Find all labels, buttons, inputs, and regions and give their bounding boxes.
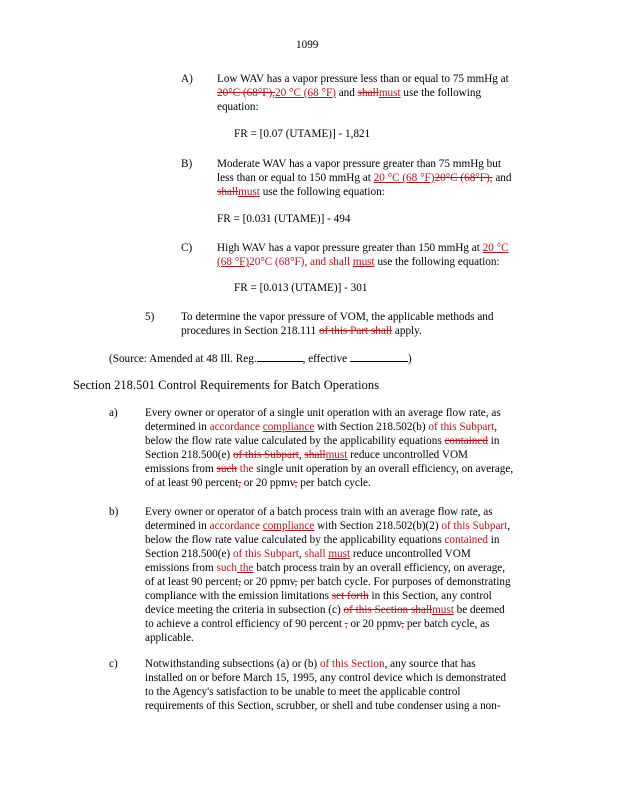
text: 20°C (68°F), and shall: [249, 256, 353, 268]
deleted-text: ,: [401, 618, 405, 630]
item-c-line2: [217, 255, 617, 269]
text: batch process train by an overall efficiency, on average,: [253, 562, 506, 574]
source-close: ): [407, 353, 412, 365]
inserted-text: must: [238, 186, 260, 198]
text: or 20 ppmv: [347, 618, 402, 630]
line: [145, 657, 565, 671]
item-5-text: [181, 310, 581, 338]
item-b-line3: [217, 185, 617, 199]
line: [145, 448, 565, 462]
text: per batch cycle. For purposes of demonstrating: [297, 576, 511, 588]
text: ,: [494, 421, 498, 433]
text: of at least 90 percent: [145, 477, 239, 489]
inserted-text: compliance: [262, 421, 315, 433]
text: of this Subpart: [428, 421, 495, 433]
item-a-line2: [217, 86, 617, 100]
deleted-text: ,: [238, 576, 241, 588]
text: Notwithstanding subsections (a) or (b): [145, 658, 320, 670]
text: determined in: [145, 520, 210, 532]
subsection-c-text: [145, 657, 565, 713]
item-c-text: [217, 241, 617, 269]
text: such: [216, 562, 237, 574]
line: [145, 533, 565, 547]
text: with Section 218.502(b): [314, 421, 429, 433]
text: Section 218.500(e): [145, 548, 233, 560]
text: of at least 90 percent: [145, 576, 239, 588]
line: Every owner or operator of a batch process train with an average flow rate, as: [145, 506, 493, 518]
subsection-a-text: [145, 406, 565, 490]
text: per batch cycle.: [297, 477, 371, 489]
text: , any source that has: [384, 658, 476, 670]
text: shall: [304, 548, 326, 560]
item-label-a: A): [181, 73, 193, 85]
subsection-label-c: c): [109, 658, 118, 670]
item-b-line2: [217, 171, 617, 185]
item-a-text: [217, 72, 617, 114]
text: contained: [444, 534, 488, 546]
item-b-line1: Moderate WAV has a vapor pressure greater than 75 mmHg but: [217, 158, 501, 170]
item-a-line1: Low WAV has a vapor pressure less than or equal to 75 mmHg at: [217, 73, 509, 85]
subsection-label-b: b): [109, 506, 119, 518]
text: use the following equation:: [259, 186, 385, 198]
text: ,: [298, 548, 305, 560]
text: of this Subpart: [441, 520, 508, 532]
line: [145, 476, 565, 490]
text: single unit operation by an overall efficiency, on average,: [253, 463, 514, 475]
text: emissions from: [145, 562, 217, 574]
deleted-text: contained: [444, 435, 488, 447]
text: accordance: [209, 421, 260, 433]
deleted-text: 20°C (68°F),: [434, 172, 493, 184]
text: ,: [507, 520, 511, 532]
text: below the flow rate value calculated by the applicability equations: [145, 534, 445, 546]
text: reduce uncontrolled VOM: [350, 548, 471, 560]
item-b-text: [217, 157, 617, 199]
line: [145, 617, 565, 631]
text: device meeting the criteria in subsection (c): [145, 604, 344, 616]
source-note: [109, 351, 412, 366]
text: to achieve a control efficiency of 90 percent: [145, 618, 345, 630]
line: installed on or before March 15, 1995, any control device which is demonstrated: [145, 672, 507, 684]
text: procedures in Section 218.111: [181, 325, 320, 337]
subsection-b-text: [145, 505, 565, 645]
text: or 20 ppmv: [240, 477, 295, 489]
text: per batch cycle, as: [404, 618, 490, 630]
line: [145, 462, 565, 476]
text: of this Subpart: [232, 548, 299, 560]
text: apply.: [392, 325, 422, 337]
line: [145, 575, 565, 589]
text: High WAV has a vapor pressure greater than 150 mmHg at: [217, 242, 483, 254]
text: Section 218.500(e): [145, 449, 233, 461]
item-a-line3: equation:: [217, 101, 259, 113]
text: accordance: [209, 520, 260, 532]
deleted-text: shall: [357, 87, 379, 99]
deleted-text: ,: [294, 477, 298, 489]
text: and: [492, 172, 512, 184]
inserted-text: must: [325, 449, 348, 461]
text: in: [487, 534, 500, 546]
text: emissions from: [145, 463, 217, 475]
text: the: [237, 463, 254, 475]
line: [145, 547, 565, 561]
item-5-line1: To determine the vapor pressure of VOM, the applicable methods and: [181, 311, 494, 323]
inserted-text: (68 °F): [217, 256, 250, 268]
text: or 20 ppmv: [240, 576, 295, 588]
subsection-label-a: a): [109, 407, 118, 419]
inserted-text: must: [432, 604, 454, 616]
inserted-text: compliance: [262, 520, 315, 532]
source-text: (Source: Amended at 48 Ill. Reg.: [109, 353, 257, 365]
inserted-text: 20 °C (68 °F): [275, 87, 336, 99]
text: in: [487, 435, 500, 447]
text: in this Section, any control: [368, 590, 492, 602]
item-c-line1: [217, 241, 617, 255]
deleted-text: of this Subpart: [232, 449, 299, 461]
line: [145, 420, 565, 434]
equation-c: FR = [0.013 (UTAME)] - 301: [234, 282, 368, 294]
text: reduce uncontrolled VOM: [347, 449, 468, 461]
text: compliance with the emission limitations: [145, 590, 332, 602]
inserted-text: the: [237, 562, 254, 574]
line: Every owner or operator of a single unit operation with an average flow rate, as: [145, 407, 501, 419]
line: to the Agency's satisfaction to be unable to meet the applicable control: [145, 686, 461, 698]
text: use the following equation:: [374, 256, 500, 268]
text: less than or equal to 150 mmHg at: [217, 172, 374, 184]
source-effective: , effective: [302, 353, 350, 365]
text: below the flow rate value calculated by the applicability equations: [145, 435, 445, 447]
deleted-text: ,: [238, 477, 241, 489]
deleted-text: of this Part shall: [319, 325, 393, 337]
line: [145, 589, 565, 603]
deleted-text: ,: [294, 576, 298, 588]
deleted-text: shall: [217, 186, 239, 198]
line: [145, 561, 565, 575]
blank-date: [350, 351, 408, 362]
deleted-text: of this Section shall: [343, 604, 433, 616]
section-heading: Section 218.501 Control Requirements for Batch Operations: [73, 378, 380, 392]
inserted-text: must: [378, 87, 401, 99]
line: [145, 603, 565, 617]
text: determined in: [145, 421, 210, 433]
inserted-text: must: [352, 256, 375, 268]
text: be deemed: [453, 604, 505, 616]
text: with Section 218.502(b)(2): [314, 520, 442, 532]
inserted-text: must: [328, 548, 351, 560]
line: [145, 434, 565, 448]
text: of this Section: [319, 658, 385, 670]
inserted-text: 20 °C: [482, 242, 509, 254]
equation-b: FR = [0.031 (UTAME)] - 494: [217, 213, 351, 225]
deleted-text: 20°C (68°F),: [217, 87, 276, 99]
deleted-text: shall: [304, 449, 326, 461]
item-label-c: C): [181, 242, 193, 254]
page-number: 1099: [296, 39, 319, 51]
deleted-text: ,: [344, 618, 348, 630]
deleted-text: such: [216, 463, 237, 475]
blank-reg: [257, 351, 303, 362]
equation-a: FR = [0.07 (UTAME)] - 1,821: [234, 128, 371, 140]
item-label-5: 5): [145, 311, 155, 323]
text: ,: [298, 449, 305, 461]
deleted-text: set forth: [331, 590, 369, 602]
item-5-line2: [181, 324, 581, 338]
text: and: [335, 87, 358, 99]
item-label-b: B): [181, 158, 193, 170]
inserted-text: 20 °C (68 °F): [373, 172, 435, 184]
text: use the following: [400, 87, 482, 99]
line: [145, 519, 565, 533]
line: applicable.: [145, 632, 194, 644]
line: requirements of this Section, scrubber, or shell and tube condenser using a non-: [145, 700, 501, 712]
